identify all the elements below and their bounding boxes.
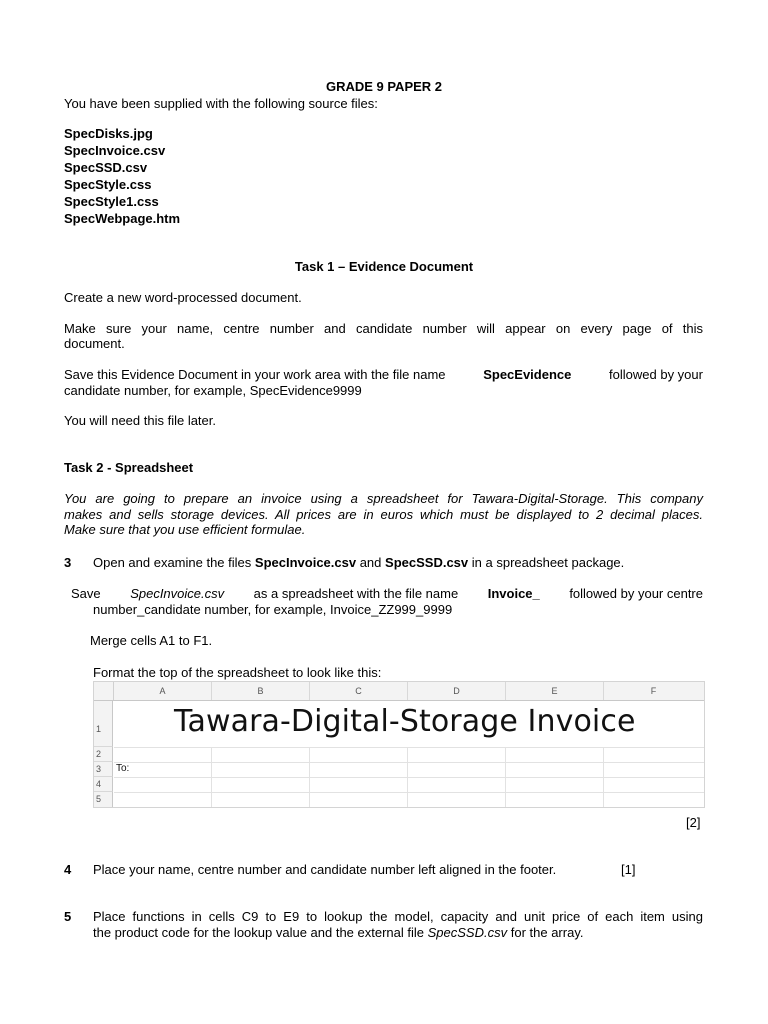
task2-heading: Task 2 - Spreadsheet bbox=[64, 460, 194, 475]
cell-a3: To: bbox=[116, 763, 130, 774]
task1-paragraph: You will need this file later. bbox=[64, 413, 217, 428]
column-header: F bbox=[650, 686, 657, 696]
grid-line bbox=[114, 747, 704, 748]
row-header: 4 bbox=[94, 777, 113, 792]
question-number: 5 bbox=[64, 909, 72, 924]
file-name: SpecSSD.csv bbox=[385, 555, 469, 570]
task1-paragraph: document. bbox=[64, 336, 125, 351]
row-header: 5 bbox=[94, 792, 113, 807]
text-span: and bbox=[359, 555, 382, 570]
text-span: for the array. bbox=[510, 925, 584, 940]
list-item: SpecInvoice.csv bbox=[64, 143, 166, 158]
row-header: 3 bbox=[94, 762, 113, 777]
task1-paragraph: candidate number, for example, SpecEvidence9999 bbox=[64, 383, 362, 398]
question-text bbox=[71, 586, 703, 601]
text-span: Save this Evidence Document in your work area with the file name bbox=[64, 367, 446, 382]
file-name: SpecInvoice.csv bbox=[254, 555, 357, 570]
marks: [2] bbox=[686, 815, 701, 830]
text-span: followed by your centre bbox=[569, 586, 703, 601]
text-span: followed by your bbox=[609, 367, 703, 382]
file-name: SpecInvoice.csv bbox=[130, 586, 225, 601]
question-text: Merge cells A1 to F1. bbox=[90, 633, 213, 648]
list-item: SpecDisks.jpg bbox=[64, 126, 153, 141]
row-header: 2 bbox=[94, 747, 113, 762]
list-item: SpecStyle1.css bbox=[64, 194, 159, 209]
task2-intro: Make sure that you use efficient formulae. bbox=[64, 522, 306, 537]
task1-paragraph: Make sure your name, centre number and candidate number will appear on every page of this bbox=[64, 321, 703, 336]
column-header: D bbox=[408, 682, 506, 700]
question-text: Place your name, centre number and candidate number left aligned in the footer. bbox=[93, 862, 557, 877]
list-item: SpecWebpage.htm bbox=[64, 211, 181, 226]
text-span: as a spreadsheet with the file name bbox=[253, 586, 459, 601]
task2-intro: makes and sells storage devices. All prices are in euros which must be displayed to 2 decimal places. bbox=[64, 507, 703, 522]
column-header: B bbox=[212, 682, 310, 700]
task1-paragraph bbox=[64, 367, 703, 382]
merged-title-cell: Tawara-Digital-Storage Invoice bbox=[174, 704, 636, 739]
intro-text: You have been supplied with the following source files: bbox=[64, 96, 378, 111]
row-header: 1 bbox=[94, 701, 113, 747]
list-item: SpecStyle.css bbox=[64, 177, 152, 192]
file-name: Invoice_ bbox=[487, 586, 540, 601]
question-text bbox=[93, 925, 583, 940]
page-title: GRADE 9 PAPER 2 bbox=[325, 79, 443, 94]
question-text: Format the top of the spreadsheet to look like this: bbox=[93, 665, 382, 680]
select-all-corner bbox=[94, 682, 114, 700]
grid-line bbox=[114, 792, 704, 793]
column-header: A bbox=[114, 682, 212, 700]
marks: [1] bbox=[621, 862, 636, 877]
task2-intro: You are going to prepare an invoice using a spreadsheet for Tawara-Digital-Storage. This company bbox=[64, 491, 703, 506]
question-text: Place functions in cells C9 to E9 to lookup the model, capacity and unit price of each item using bbox=[93, 909, 703, 924]
question-text: number_candidate number, for example, Invoice_ZZ999_9999 bbox=[93, 602, 453, 617]
column-header: C bbox=[310, 682, 408, 700]
file-name: SpecEvidence bbox=[483, 367, 572, 382]
text-span: in a spreadsheet package. bbox=[471, 555, 625, 570]
file-name: SpecSSD.csv bbox=[427, 925, 508, 940]
spreadsheet-example bbox=[93, 681, 705, 808]
column-header: E bbox=[506, 682, 604, 700]
grid-line bbox=[114, 762, 704, 763]
text-span: Open and examine the files bbox=[93, 555, 252, 570]
question-number: 3 bbox=[64, 555, 72, 570]
task1-heading: Task 1 – Evidence Document bbox=[294, 259, 474, 274]
grid-line bbox=[114, 777, 704, 778]
list-item: SpecSSD.csv bbox=[64, 160, 148, 175]
text-span: the product code for the lookup value and the external file bbox=[93, 925, 424, 940]
text-span: Save bbox=[71, 586, 101, 601]
question-number: 4 bbox=[64, 862, 72, 877]
question-text bbox=[93, 555, 624, 570]
task1-paragraph: Create a new word-processed document. bbox=[64, 290, 302, 305]
